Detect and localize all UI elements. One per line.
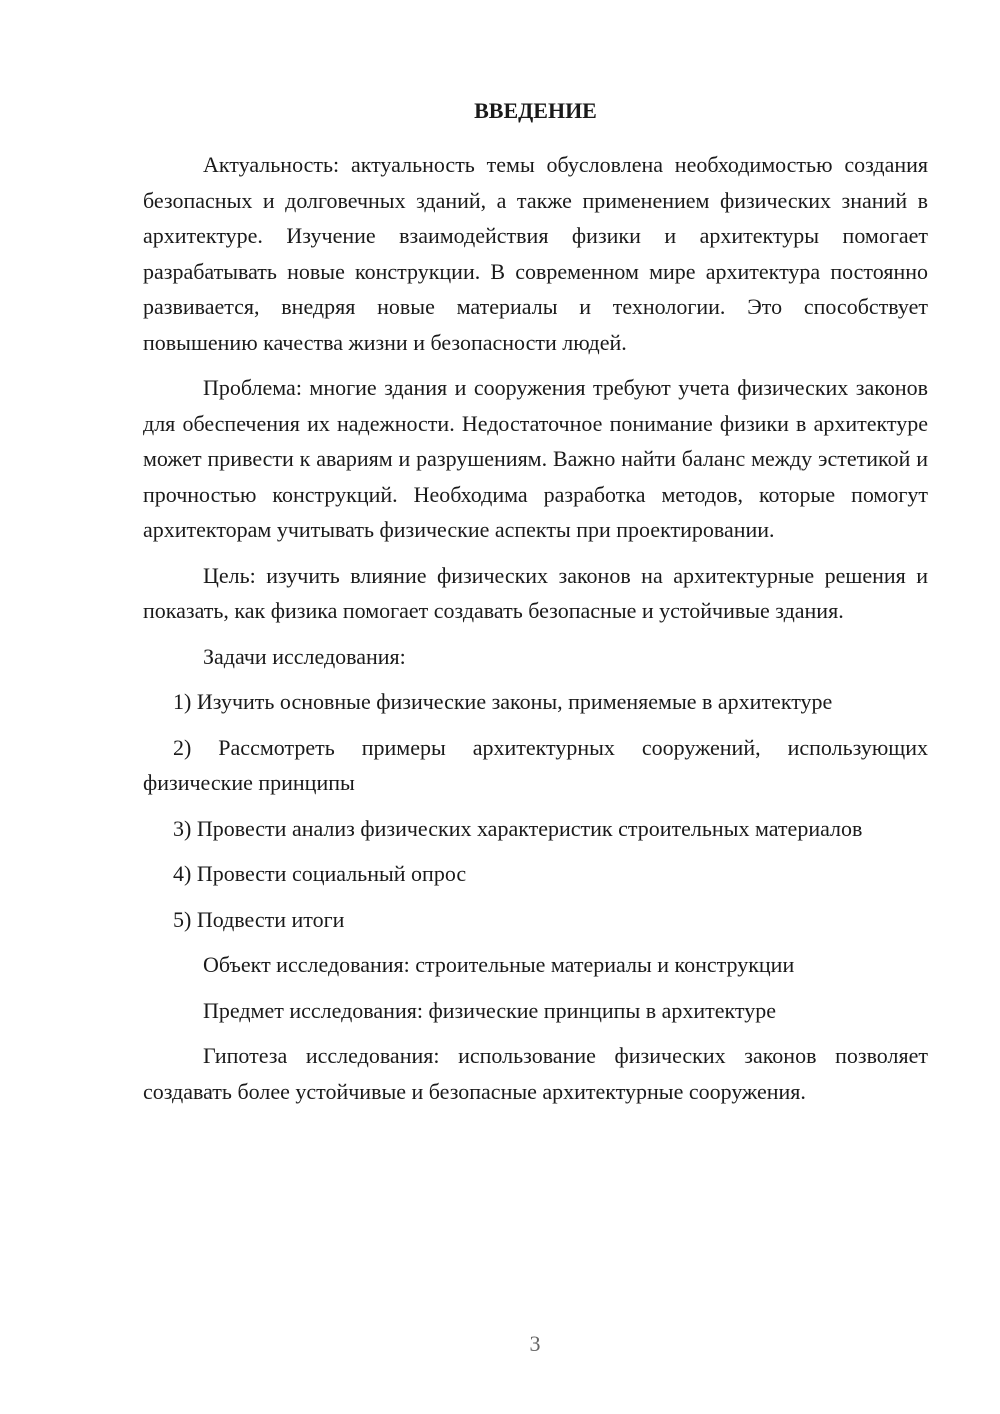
goal-paragraph: Цель: изучить влияние физических законов на архитектурные решения и показать, как физика помогает создавать безопасные и устойчивые здания.	[143, 562, 928, 623]
object-paragraph: Объект исследования: строительные материалы и конструкции	[203, 952, 795, 977]
problem-paragraph: Проблема: многие здания и сооружения требуют учета физических законов для обеспечения их надежности. Недостаточное понимание физики в архитектуре может привести к авариям и разрушениям. Важно найти баланс между эстетикой и прочностью конструкций. Необходима разработка методов, которые помогут архитекторам учитывать физические аспекты при проектировании.	[143, 375, 928, 542]
page-content	[143, 92, 928, 1119]
hypothesis-paragraph: Гипотеза исследования: использование физических законов позволяет создавать более устойчивые и безопасные архитектурные сооружения.	[143, 1043, 928, 1104]
task-item-5: 5) Подвести итоги	[173, 906, 345, 932]
task-item-2: 2) Рассмотреть примеры архитектурных сооружений, использующих физические принципы	[143, 734, 928, 795]
task-item-3: 3) Провести анализ физических характеристик строительных материалов	[173, 815, 863, 841]
subject-paragraph: Предмет исследования: физические принципы в архитектуре	[203, 997, 777, 1023]
task-item-1: 1) Изучить основные физические законы, применяемые в архитектуре	[173, 689, 833, 714]
relevance-paragraph: Актуальность: актуальность темы обусловлена необходимостью создания безопасных и долговечных зданий, а также применением физических знаний в архитектуре. Изучение взаимодействия физики и архитектуры помогает разрабатывать новые конструкции. В современном мире архитектура постоянно развивается, внедряя новые материалы и технологии. Это способствует повышению качества жизни и безопасности людей.	[143, 152, 928, 355]
tasks-heading: Задачи исследования:	[203, 643, 406, 669]
page-number: 3	[529, 1331, 541, 1356]
task-item-4: 4) Провести социальный опрос	[173, 861, 467, 886]
section-heading: ВВЕДЕНИЕ	[474, 98, 597, 123]
